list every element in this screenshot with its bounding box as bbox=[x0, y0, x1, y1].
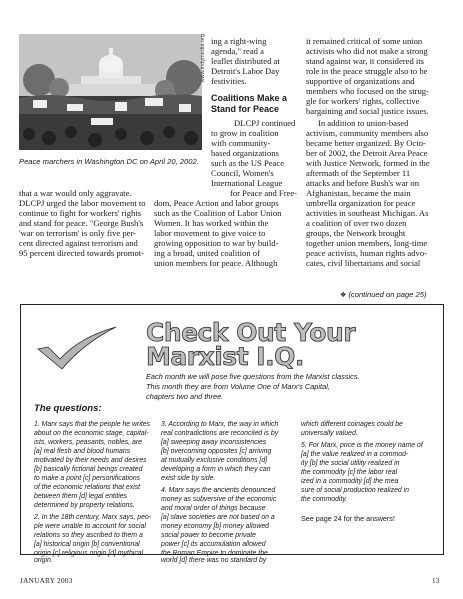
question-line: the commodity. bbox=[301, 496, 348, 503]
question-line: ized in a commodity [d] the mea bbox=[301, 478, 399, 485]
questions-heading: The questions: bbox=[34, 403, 102, 414]
text-line: members who focused on the strug- bbox=[306, 86, 429, 96]
text-line: Women. It has worked within the bbox=[154, 218, 269, 228]
question-line: 4. Marx says the ancients denounced bbox=[161, 487, 276, 494]
text-line: to grow in coalition bbox=[211, 128, 279, 138]
text-line: 'war on terrorism' is only five per- bbox=[19, 228, 136, 238]
question-line: social power to become private bbox=[161, 532, 256, 539]
question-line: [a] historical origin [b] conventional bbox=[34, 541, 140, 548]
text-line: activities in southeast Michigan. As bbox=[306, 208, 429, 218]
question-line: developing a form in which they can bbox=[161, 466, 271, 473]
question-line: 3. According to Marx, the way in which bbox=[161, 421, 279, 428]
question-line: to make a point [c] personifications bbox=[34, 475, 141, 482]
question-line: [b] basically fictional beings created bbox=[34, 466, 143, 473]
question-line: exist side by side. bbox=[161, 475, 216, 482]
continued-link[interactable]: (continued on page 25) bbox=[348, 290, 427, 299]
question-line: ity [b] the social utility realized in bbox=[301, 460, 400, 467]
capitol-crowd-illustration bbox=[19, 34, 202, 150]
text-line: such as the US Peace bbox=[211, 158, 285, 168]
question-line: origin [c] religious origin [d] mythical bbox=[34, 550, 144, 557]
question-line: power [c] its accumulation allowed bbox=[161, 541, 266, 548]
question-line: world [d] there was no standard by bbox=[161, 557, 267, 564]
text-line: festivities. bbox=[211, 76, 247, 86]
text-line: In addition to union-based bbox=[318, 118, 409, 128]
subhead-line-1: Coalitions Make a bbox=[211, 93, 288, 103]
text-line: groups, the Network brought bbox=[306, 228, 406, 238]
page-number: 13 bbox=[432, 577, 440, 585]
text-line: ing a right-wing bbox=[211, 36, 267, 46]
text-line: DLCPJ urged the labor movement to bbox=[19, 198, 146, 208]
quiz-intro-line: chapters two and three. bbox=[146, 392, 224, 401]
text-line: leaflet distributed at bbox=[211, 56, 280, 66]
text-line: aftermath of the September 11 bbox=[306, 168, 411, 178]
peace-march-photo bbox=[19, 34, 202, 150]
text-line: union members for peace. Although bbox=[154, 258, 278, 268]
text-line: role in the peace struggle also to be bbox=[306, 66, 428, 76]
quiz-intro-line: Each month we will pose five questions from the Marxist classics. bbox=[146, 372, 360, 381]
answers-pointer[interactable]: See page 24 for the answers! bbox=[301, 514, 395, 523]
question-line: [a] the value realized in a commod- bbox=[301, 451, 409, 458]
subhead-line-2: Stand for Peace bbox=[211, 104, 280, 114]
text-line: Detroit's Labor Day bbox=[211, 66, 280, 76]
question-line: motivated by their needs and desires bbox=[34, 457, 147, 464]
text-line: umbrella organization for peace bbox=[306, 198, 416, 208]
text-line: labor movement to give voice to bbox=[154, 228, 266, 238]
text-line: for Peace and Free- bbox=[230, 188, 298, 198]
text-line: bargaining and social justice issues. bbox=[306, 106, 429, 116]
text-line: activists who did not make a strong bbox=[306, 46, 428, 56]
question-line: relations so they ascribed to them a bbox=[34, 532, 143, 539]
question-line: of the economic relations that exist bbox=[34, 484, 141, 491]
question-line: real contradictions are reconciled is by bbox=[161, 430, 279, 437]
quiz-intro-line: This month they are from Volume One of Marx's Capital, bbox=[146, 382, 330, 391]
text-line: Afghanistan, became the main bbox=[306, 188, 411, 198]
text-line: became better organized. By Octo- bbox=[306, 138, 426, 148]
text-line: dom, Peace Action and labor groups bbox=[154, 198, 279, 208]
quiz-title-line-1: Check Out Your bbox=[146, 318, 356, 347]
quiz-title-line-2: Marxist I.Q. bbox=[146, 342, 304, 371]
text-line: continue to fight for workers' rights bbox=[19, 208, 142, 218]
text-line: agenda," read a bbox=[211, 46, 264, 56]
question-line: at mutually exclusive conditions [d] bbox=[161, 457, 268, 464]
question-line: 5. For Marx, price is the money name of bbox=[301, 442, 423, 449]
text-line: a coalition of over two dozen bbox=[306, 218, 407, 228]
question-line: determined by property relations. bbox=[34, 502, 135, 509]
question-line: ists, workers, peasants, nobles, are bbox=[34, 439, 143, 446]
question-line: [a] slave societies are not based on a bbox=[161, 514, 275, 521]
text-line: 95 percent directed towards promot- bbox=[19, 248, 145, 258]
question-line: between them [d] legal entities bbox=[34, 493, 128, 500]
text-line: cates, civil libertarians and social bbox=[306, 258, 421, 268]
question-line: money economy [b] money allowed bbox=[161, 523, 270, 530]
text-line: ber of 2002, the Detroit Area Peace bbox=[306, 148, 428, 158]
text-line: International League bbox=[211, 178, 283, 188]
text-line: supportive of organizations and bbox=[306, 76, 415, 86]
checkmark-icon bbox=[36, 325, 118, 371]
text-line: ing a broad, united coalition of bbox=[154, 248, 260, 258]
photo-credit: www.indymedia.org bbox=[200, 34, 206, 83]
text-line: together union members, long-time bbox=[306, 238, 428, 248]
text-line: and stand for peace. "George Bush's bbox=[19, 218, 144, 228]
text-line: activism, community members also bbox=[306, 128, 429, 138]
text-line: growing opposition to war by build- bbox=[154, 238, 279, 248]
text-line: that a war would only aggravate. bbox=[19, 188, 132, 198]
question-line: sure of social production realized in bbox=[301, 487, 410, 494]
text-line: attacks and before Bush's war on bbox=[306, 178, 419, 188]
question-line: [a] real flesh and blood humans bbox=[34, 448, 131, 455]
text-line: based organizations bbox=[211, 148, 279, 158]
question-line: the commodity [c] the labor real bbox=[301, 469, 398, 476]
diamond-icon: ❖ bbox=[340, 292, 347, 299]
question-line: money as subversive of the economic bbox=[161, 496, 277, 503]
photo-caption: Peace marchers in Washington DC on April 20, 2002. bbox=[19, 157, 199, 166]
question-line: about on the economic stage, capital- bbox=[34, 430, 149, 437]
text-line: it remained critical of some union bbox=[306, 36, 423, 46]
question-line: universally valued. bbox=[301, 430, 358, 437]
question-line: 1. Marx says that the people he writes bbox=[34, 421, 151, 428]
text-line: peace activists, human rights advo- bbox=[306, 248, 427, 258]
text-line: cent directed against terrorism and bbox=[19, 238, 138, 248]
text-line: gle for workers' rights, collective bbox=[306, 96, 420, 106]
question-line: and moral order of things because bbox=[161, 505, 266, 512]
text-line: with Justice Network, formed in the bbox=[306, 158, 430, 168]
text-line: such as the Coalition of Labor Union bbox=[154, 208, 282, 218]
question-line: 2. In the 18th century, Marx says, peo- bbox=[34, 514, 152, 521]
issue-date: JANUARY 2003 bbox=[20, 577, 73, 585]
question-line: [b] overcoming opposites [c] arriving bbox=[161, 448, 272, 455]
question-line: the Roman Empire to dominate the bbox=[161, 550, 268, 557]
text-line: stand against war, it considered its bbox=[306, 56, 425, 66]
question-line: which different coinages could be bbox=[301, 421, 403, 428]
text-line: DLCPJ continued bbox=[234, 118, 296, 128]
continued-note bbox=[340, 290, 427, 299]
text-line: with community- bbox=[211, 138, 271, 148]
question-line: ple were unable to account for social bbox=[34, 523, 146, 530]
text-line: Council, Women's bbox=[211, 168, 274, 178]
question-line: origin. bbox=[34, 557, 53, 564]
question-line: [a] sweeping away inconsistencies bbox=[161, 439, 267, 446]
